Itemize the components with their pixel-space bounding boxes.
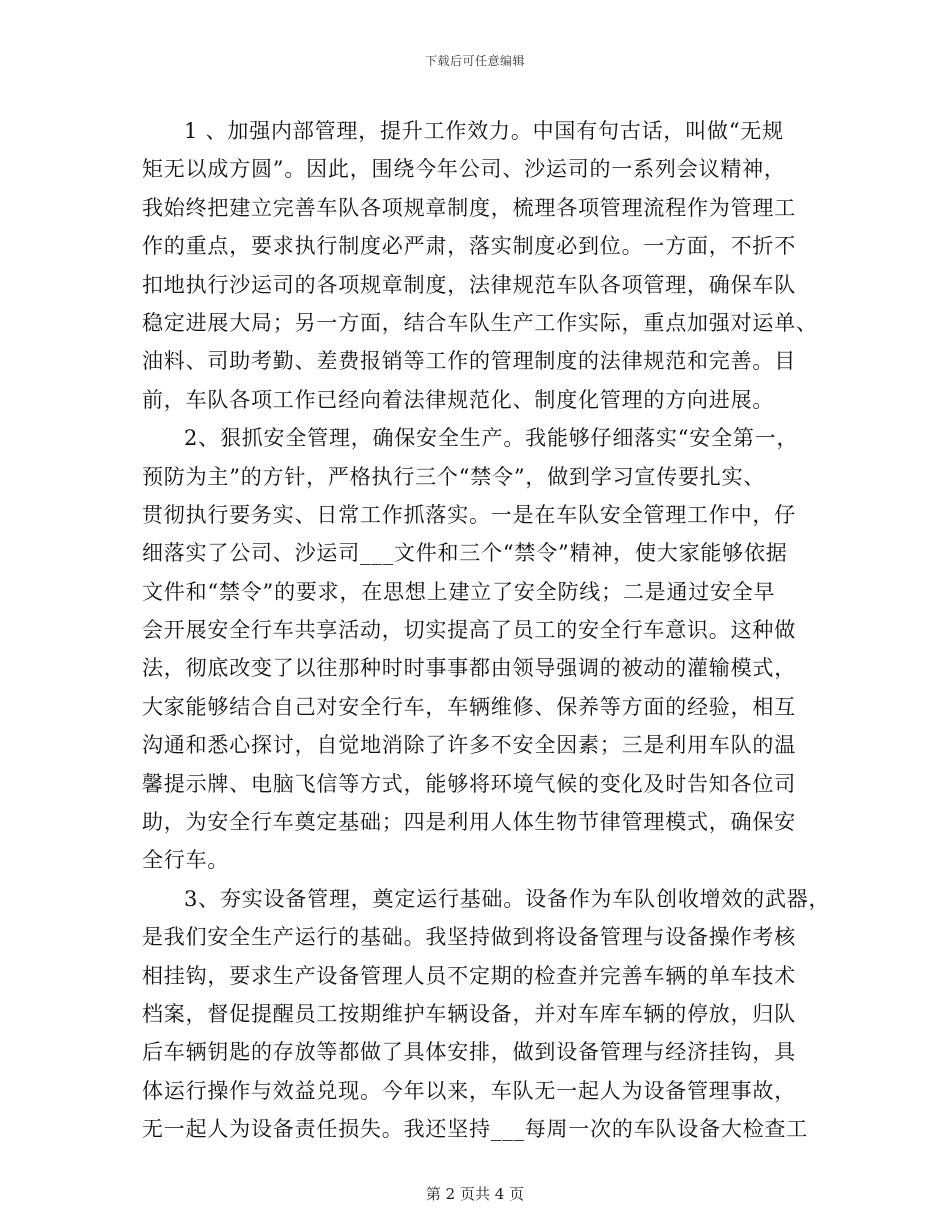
paragraph-line: 相挂钩，要求生产设备管理人员不定期的检查并完善车辆的单车技术: [142, 963, 796, 988]
paragraph-line: 法，彻底改变了以往那种时时事事都由领导强调的被动的灌输模式，: [142, 656, 796, 681]
paragraph-line: 矩无以成方圆”。因此，围绕今年公司、沙运司的一系列会议精神，: [142, 157, 786, 182]
paragraph-line: 档案，督促提醒员工按期维护车辆设备，并对车库车辆的停放，归队: [142, 1001, 796, 1026]
paragraph-line: 贯彻执行要务实、日常工作抓落实。一是在车队安全管理工作中，仔: [142, 502, 796, 527]
paragraph-line: 体运行操作与效益兑现。今年以来，车队无一起人为设备管理事故，: [142, 1078, 796, 1103]
paragraph-line: 作的重点，要求执行制度必严肃，落实制度必到位。一方面，不折不: [142, 234, 796, 259]
paragraph-line: 油料、司助考勤、差费报销等工作的管理制度的法律规范和完善。目: [142, 349, 796, 374]
paragraph-line: 馨提示牌、电脑飞信等方式，能够将环境气候的变化及时告知各位司: [142, 771, 796, 796]
page-header: 下载后可任意编辑: [424, 54, 525, 68]
paragraph-line: 稳定进展大局；另一方面，结合车队生产工作实际，重点加强对运单、: [142, 310, 818, 335]
paragraph-line: 后车辆钥匙的存放等都做了具体安排，做到设备管理与经济挂钩，具: [142, 1040, 796, 1065]
paragraph-line: 2、狠抓安全管理，确保安全生产。我能够仔细落实“安全第一，: [184, 426, 799, 451]
page-footer: 第 2 页共 4 页: [425, 1185, 525, 1203]
paragraph-line: 助，为安全行车奠定基础；四是利用人体生物节律管理模式，确保安: [142, 810, 796, 835]
paragraph-line: 是我们安全生产运行的基础。我坚持做到将设备管理与设备操作考核: [142, 925, 796, 950]
paragraph-line: 全行车。: [142, 848, 230, 873]
paragraph-line: 1 、加强内部管理，提升工作效力。中国有句古话，叫做“无规: [184, 119, 784, 143]
paragraph-line: 前，车队各项工作已经向着法律规范化、制度化管理的方向进展。: [142, 387, 775, 412]
paragraph-line: 无一起人为设备责任损失。我还坚持___每周一次的车队设备大检查工: [142, 1117, 809, 1142]
paragraph-line: 沟通和悉心探讨，自觉地消除了许多不安全因素；三是利用车队的温: [142, 733, 796, 758]
paragraph-line: 3、夯实设备管理，奠定运行基础。设备作为车队创收增效的武器，: [184, 886, 831, 911]
paragraph-line: 扣地执行沙运司的各项规章制度，法律规范车队各项管理，确保车队: [142, 272, 796, 297]
paragraph-line: 预防为主”的方针，严格执行三个“禁令”，做到学习宣传要扎实、: [142, 464, 766, 489]
paragraph-line: 细落实了公司、沙运司___文件和三个“禁令”精神，使大家能够依据: [142, 541, 788, 566]
paragraph-line: 会开展安全行车共享活动，切实提高了员工的安全行车意识。这种做: [142, 618, 796, 643]
paragraph-line: 大家能够结合自己对安全行车，车辆维修、保养等方面的经验，相互: [142, 694, 796, 719]
paragraph-line: 我始终把建立完善车队各项规章制度，梳理各项管理流程作为管理工: [142, 195, 796, 220]
paragraph-line: 文件和“禁令”的要求，在思想上建立了安全防线；二是通过安全早: [142, 579, 776, 604]
document-body: [142, 112, 831, 1149]
